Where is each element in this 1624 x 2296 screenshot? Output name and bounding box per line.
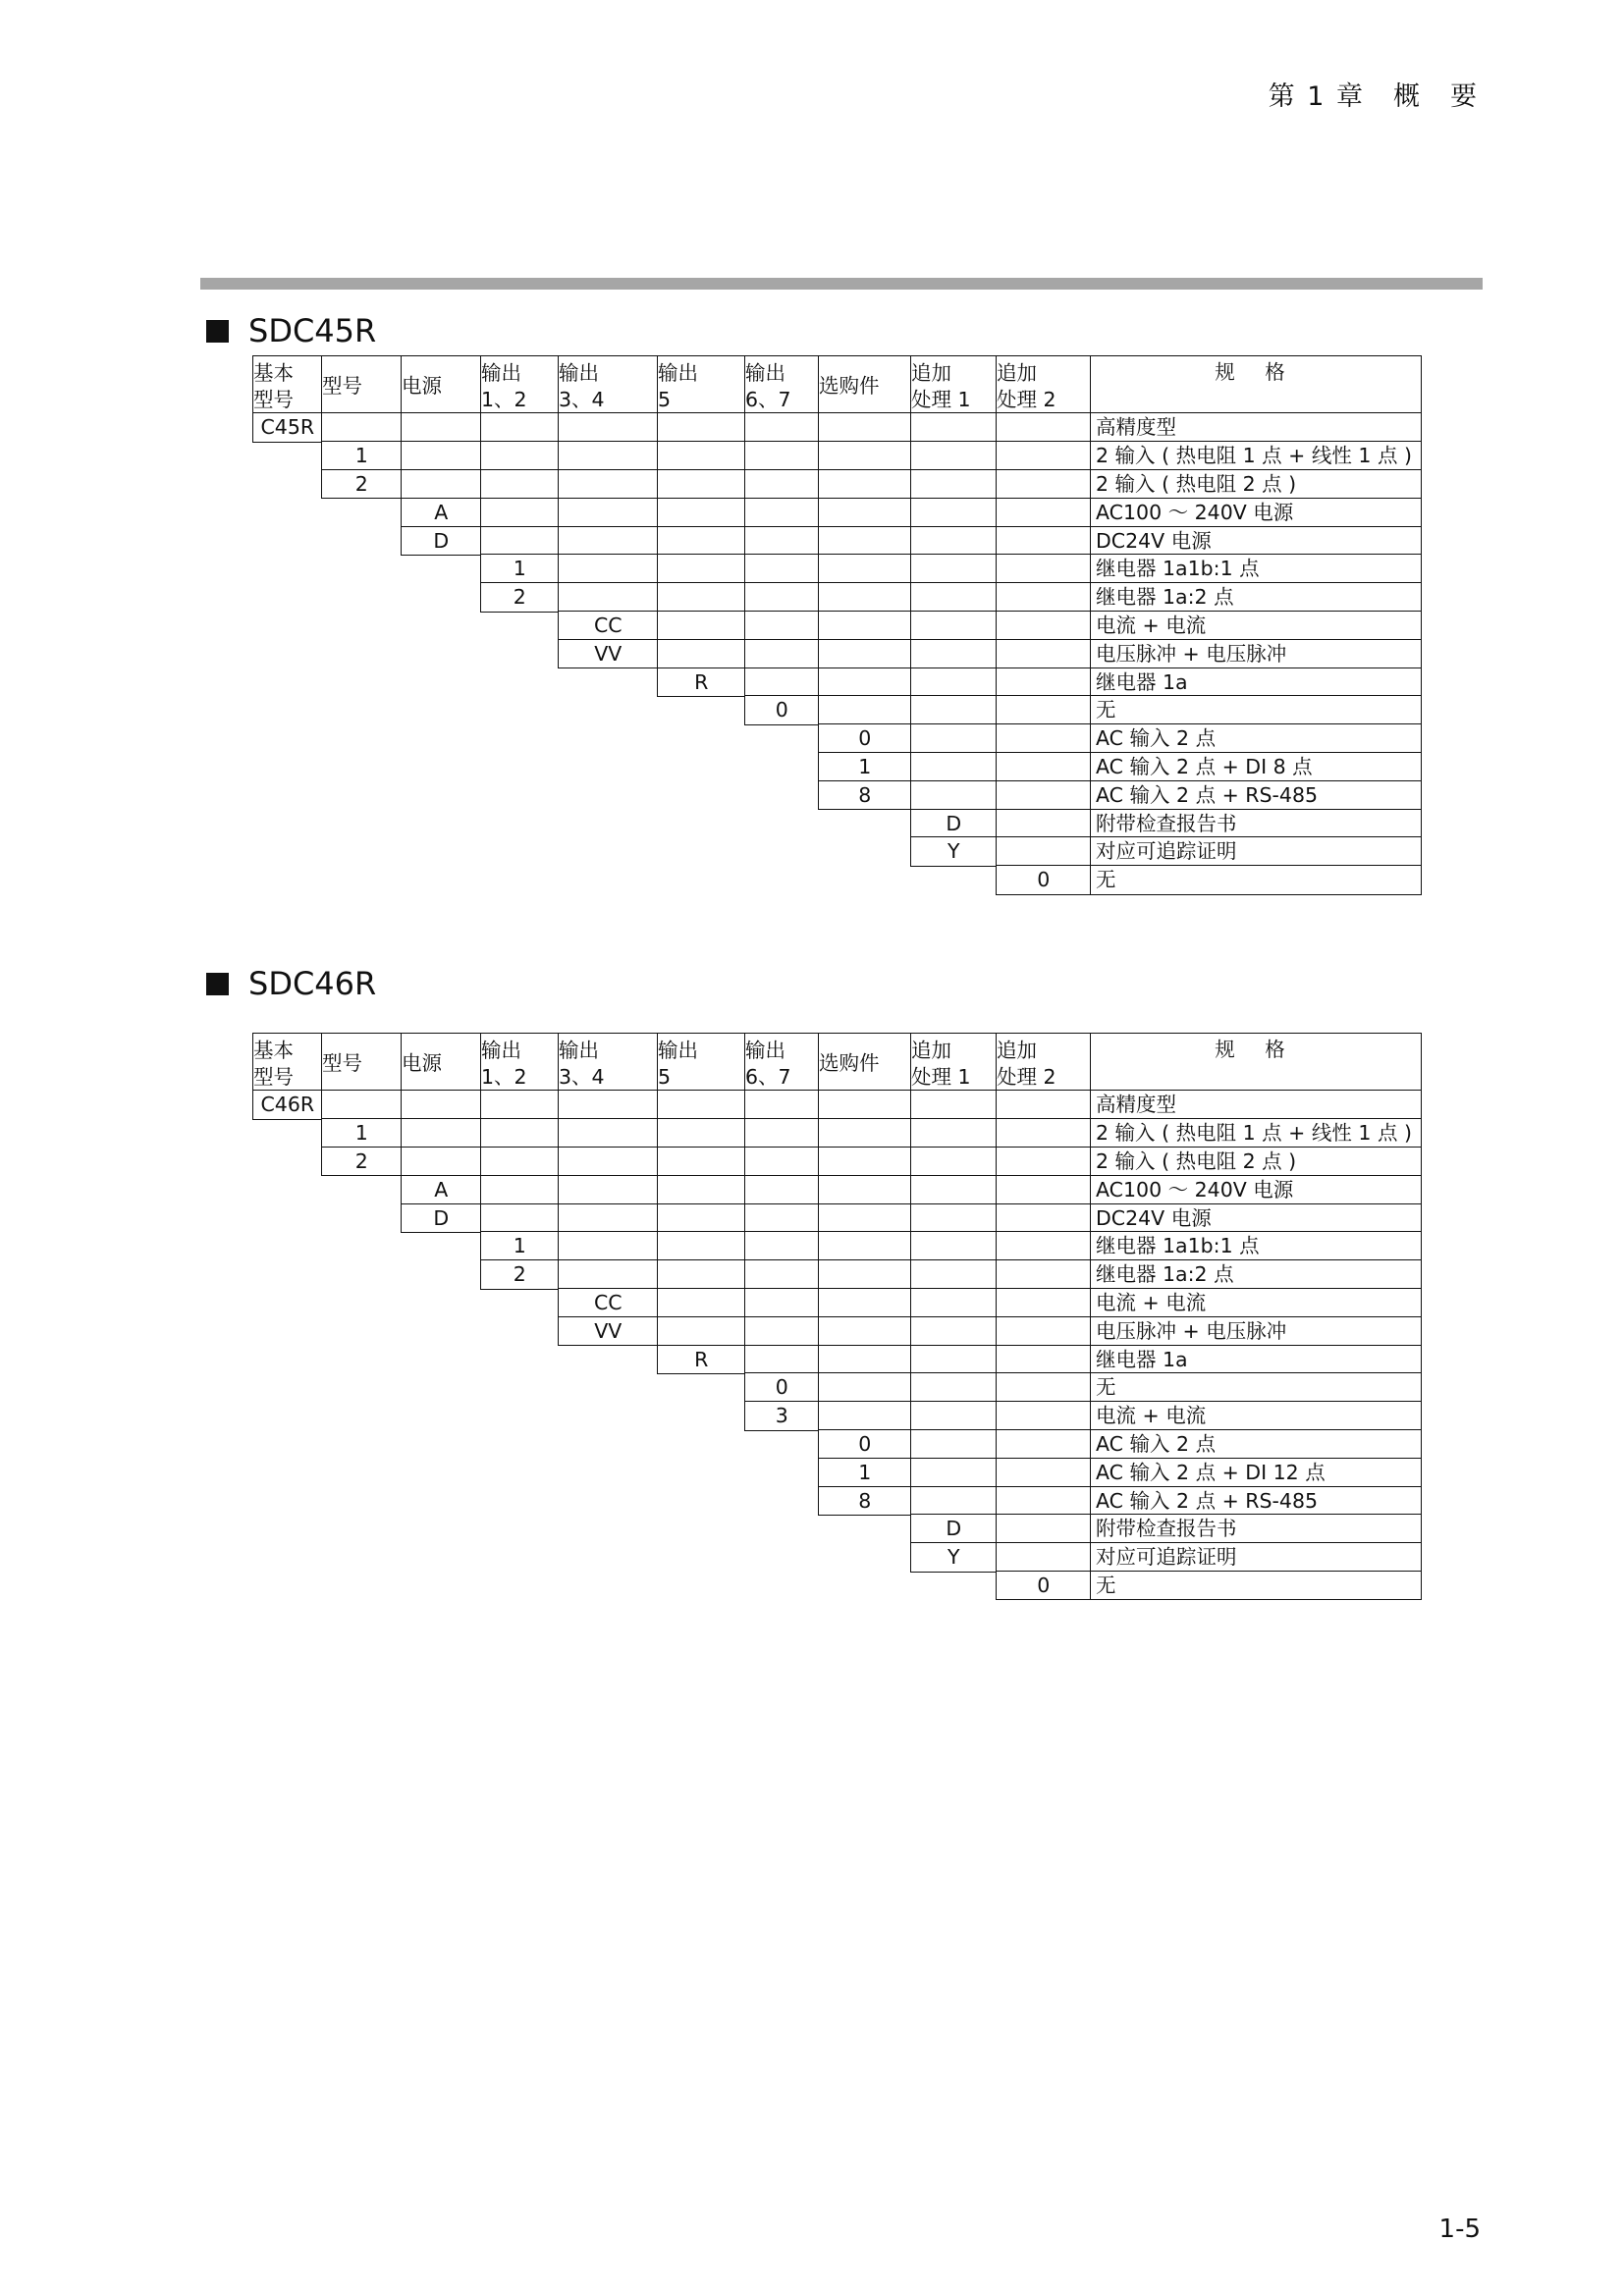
header-cell [558, 1033, 659, 1092]
empty-cell [744, 441, 820, 470]
spec-cell: AC 输入 2 点 [1090, 1429, 1422, 1459]
empty-cell [910, 1118, 998, 1148]
header-label: 追加 [911, 360, 951, 385]
empty-cell [996, 582, 1092, 612]
empty-cell [910, 639, 998, 668]
empty-cell [996, 639, 1092, 668]
header-label: 输出 [658, 1038, 698, 1062]
header-label: 追加 [997, 1038, 1037, 1062]
empty-cell [910, 611, 998, 640]
empty-cell [480, 1090, 560, 1119]
empty-cell [910, 412, 998, 442]
header-label: 处理 1 [911, 387, 971, 411]
empty-cell [818, 498, 912, 527]
empty-cell [480, 1175, 560, 1204]
header-cell [1090, 1033, 1422, 1092]
empty-cell [744, 498, 820, 527]
empty-cell [657, 639, 746, 668]
code-cell: 0 [996, 1571, 1092, 1600]
spec-cell: DC24V 电源 [1090, 1203, 1422, 1233]
table-heading-sdc45r [206, 312, 376, 349]
empty-cell [744, 1090, 820, 1119]
spec-cell: AC100 ～ 240V 电源 [1090, 498, 1422, 527]
code-cell: 2 [321, 469, 403, 499]
header-cell [744, 355, 820, 414]
spec-cell: 2 输入 ( 热电阻 2 点 ) [1090, 1147, 1422, 1176]
spec-cell: 无 [1090, 695, 1422, 724]
empty-cell [657, 1316, 746, 1346]
empty-cell [657, 1090, 746, 1119]
code-cell: VV [558, 639, 659, 668]
header-label: 5 [658, 387, 672, 411]
empty-cell [657, 554, 746, 583]
header-cell [252, 1033, 323, 1092]
empty-cell [910, 695, 998, 724]
empty-cell [818, 412, 912, 442]
empty-cell [910, 1486, 998, 1516]
empty-cell [818, 1345, 912, 1374]
header-cell [818, 1033, 912, 1092]
empty-cell [558, 1259, 659, 1289]
empty-cell [657, 1203, 746, 1233]
code-cell: CC [558, 611, 659, 640]
spec-cell: 无 [1090, 865, 1422, 894]
empty-cell [996, 1175, 1092, 1204]
empty-cell [996, 1542, 1092, 1572]
empty-cell [558, 1147, 659, 1176]
empty-cell [996, 1231, 1092, 1260]
empty-cell [657, 1147, 746, 1176]
empty-cell [910, 1259, 998, 1289]
empty-cell [818, 695, 912, 724]
spec-cell: 无 [1090, 1571, 1422, 1600]
empty-cell [401, 441, 482, 470]
header-cell [744, 1033, 820, 1092]
empty-cell [744, 1259, 820, 1289]
header-cell [252, 355, 323, 414]
spec-cell: DC24V 电源 [1090, 526, 1422, 556]
empty-cell [996, 780, 1092, 810]
empty-cell [558, 1203, 659, 1233]
empty-cell [818, 1175, 912, 1204]
empty-cell [401, 412, 482, 442]
empty-cell [818, 1259, 912, 1289]
code-cell: 1 [321, 441, 403, 470]
empty-cell [657, 1231, 746, 1260]
header-cell [996, 355, 1092, 414]
empty-cell [996, 1458, 1092, 1487]
empty-cell [744, 1288, 820, 1317]
code-cell: A [401, 498, 482, 527]
empty-cell [818, 582, 912, 612]
header-label: 1、2 [481, 387, 527, 411]
empty-cell [480, 1147, 560, 1176]
empty-cell [910, 498, 998, 527]
code-cell: 0 [744, 695, 820, 724]
empty-cell [910, 667, 998, 697]
code-cell: R [657, 667, 746, 697]
empty-cell [996, 695, 1092, 724]
spec-cell: 2 输入 ( 热电阻 1 点 + 线性 1 点 ) [1090, 1118, 1422, 1148]
header-label: 规 格 [1215, 360, 1297, 384]
empty-cell [910, 1372, 998, 1402]
code-cell: 0 [996, 865, 1092, 894]
empty-cell [996, 526, 1092, 556]
empty-cell [910, 1203, 998, 1233]
spec-cell: AC 输入 2 点 + DI 12 点 [1090, 1458, 1422, 1487]
square-bullet-icon [206, 973, 229, 995]
empty-cell [910, 1345, 998, 1374]
header-cell [480, 355, 560, 414]
spec-cell: 继电器 1a:2 点 [1090, 582, 1422, 612]
code-cell: 0 [818, 723, 912, 753]
spec-cell: AC100 ～ 240V 电源 [1090, 1175, 1422, 1204]
empty-cell [910, 1147, 998, 1176]
page-number: 1-5 [1438, 2215, 1481, 2244]
spec-cell: 无 [1090, 1372, 1422, 1402]
empty-cell [480, 469, 560, 499]
header-label: 型号 [253, 387, 294, 411]
empty-cell [657, 1288, 746, 1317]
empty-cell [480, 1118, 560, 1148]
empty-cell [996, 554, 1092, 583]
empty-cell [480, 412, 560, 442]
spec-cell: AC 输入 2 点 + DI 8 点 [1090, 752, 1422, 781]
code-cell: A [401, 1175, 482, 1204]
empty-cell [818, 1372, 912, 1402]
empty-cell [818, 1401, 912, 1430]
empty-cell [558, 412, 659, 442]
empty-cell [558, 554, 659, 583]
code-cell: VV [558, 1316, 659, 1346]
empty-cell [480, 441, 560, 470]
empty-cell [321, 412, 403, 442]
spec-cell: 电流 + 电流 [1090, 1288, 1422, 1317]
header-cell [401, 355, 482, 414]
header-label: 处理 1 [911, 1064, 971, 1089]
header-label: 选购件 [819, 374, 880, 398]
header-cell [321, 1033, 403, 1092]
empty-cell [910, 1401, 998, 1430]
empty-cell [744, 1118, 820, 1148]
empty-cell [744, 1147, 820, 1176]
chapter-title: 第 1 章 概 要 [1268, 81, 1479, 112]
header-label: 1、2 [481, 1064, 527, 1089]
spec-cell: 附带检查报告书 [1090, 809, 1422, 838]
empty-cell [401, 1147, 482, 1176]
header-cell [480, 1033, 560, 1092]
header-cell [1090, 355, 1422, 414]
header-label: 3、4 [559, 1064, 605, 1089]
code-cell: 1 [818, 752, 912, 781]
header-cell [818, 355, 912, 414]
empty-cell [744, 1175, 820, 1204]
empty-cell [910, 1175, 998, 1204]
empty-cell [910, 1288, 998, 1317]
empty-cell [744, 469, 820, 499]
spec-cell: 继电器 1a1b:1 点 [1090, 554, 1422, 583]
header-label: 输出 [559, 1038, 599, 1062]
empty-cell [744, 1316, 820, 1346]
empty-cell [321, 1090, 403, 1119]
code-cell: 1 [480, 1231, 560, 1260]
empty-cell [558, 1231, 659, 1260]
empty-cell [744, 611, 820, 640]
empty-cell [744, 639, 820, 668]
spec-cell: 继电器 1a [1090, 667, 1422, 697]
empty-cell [657, 611, 746, 640]
empty-cell [996, 667, 1092, 697]
empty-cell [558, 582, 659, 612]
empty-cell [818, 526, 912, 556]
empty-cell [910, 582, 998, 612]
empty-cell [558, 469, 659, 499]
empty-cell [818, 1231, 912, 1260]
empty-cell [910, 723, 998, 753]
empty-cell [910, 1429, 998, 1459]
empty-cell [996, 611, 1092, 640]
empty-cell [818, 1288, 912, 1317]
empty-cell [996, 1259, 1092, 1289]
header-label: 输出 [745, 1038, 785, 1062]
empty-cell [657, 1118, 746, 1148]
header-cell [401, 1033, 482, 1092]
code-cell: 8 [818, 1486, 912, 1516]
empty-cell [910, 1090, 998, 1119]
header-label: 输出 [745, 360, 785, 385]
empty-cell [818, 1090, 912, 1119]
square-bullet-icon [206, 320, 229, 343]
empty-cell [818, 667, 912, 697]
empty-cell [996, 1401, 1092, 1430]
empty-cell [818, 441, 912, 470]
spec-cell: AC 输入 2 点 + RS-485 [1090, 1486, 1422, 1516]
spec-cell: 继电器 1a [1090, 1345, 1422, 1374]
empty-cell [996, 809, 1092, 838]
code-cell: D [401, 1203, 482, 1233]
header-label: 输出 [658, 360, 698, 385]
empty-cell [657, 412, 746, 442]
spec-cell: 附带检查报告书 [1090, 1514, 1422, 1543]
code-cell: 3 [744, 1401, 820, 1430]
code-cell: 1 [321, 1118, 403, 1148]
empty-cell [558, 441, 659, 470]
code-cell: 0 [818, 1429, 912, 1459]
empty-cell [744, 582, 820, 612]
spec-cell: AC 输入 2 点 + RS-485 [1090, 780, 1422, 810]
empty-cell [996, 723, 1092, 753]
table-heading-sdc46r [206, 965, 376, 1002]
empty-cell [657, 441, 746, 470]
header-label: 电源 [402, 374, 442, 398]
header-cell [910, 1033, 998, 1092]
empty-cell [996, 498, 1092, 527]
empty-cell [558, 1175, 659, 1204]
empty-cell [910, 780, 998, 810]
empty-cell [996, 1429, 1092, 1459]
empty-cell [996, 1090, 1092, 1119]
header-label: 3、4 [559, 387, 605, 411]
empty-cell [996, 1203, 1092, 1233]
empty-cell [996, 1345, 1092, 1374]
empty-cell [818, 611, 912, 640]
empty-cell [744, 526, 820, 556]
header-label: 处理 2 [997, 387, 1056, 411]
header-label: 规 格 [1215, 1038, 1297, 1061]
code-cell: D [910, 809, 998, 838]
spec-cell: 对应可追踪证明 [1090, 836, 1422, 866]
spec-cell: 电压脉冲 + 电压脉冲 [1090, 1316, 1422, 1346]
code-cell: C46R [252, 1090, 323, 1119]
header-label: 输出 [559, 360, 599, 385]
empty-cell [558, 526, 659, 556]
header-label: 6、7 [745, 1064, 791, 1089]
empty-cell [744, 412, 820, 442]
table-title: SDC46R [248, 965, 377, 1002]
empty-cell [818, 639, 912, 668]
spec-cell: 电流 + 电流 [1090, 611, 1422, 640]
spec-cell: 继电器 1a1b:1 点 [1090, 1231, 1422, 1260]
section-rule [200, 278, 1483, 290]
code-cell: R [657, 1345, 746, 1374]
empty-cell [996, 1118, 1092, 1148]
empty-cell [401, 1090, 482, 1119]
empty-cell [996, 412, 1092, 442]
code-cell: Y [910, 1542, 998, 1572]
header-label: 型号 [322, 1051, 362, 1075]
empty-cell [818, 469, 912, 499]
code-cell: Y [910, 836, 998, 866]
header-cell [558, 355, 659, 414]
empty-cell [910, 1231, 998, 1260]
table-title: SDC45R [248, 312, 377, 349]
code-cell: 0 [744, 1372, 820, 1402]
header-label: 型号 [253, 1064, 294, 1089]
header-cell [657, 355, 746, 414]
empty-cell [657, 582, 746, 612]
header-label: 选购件 [819, 1051, 880, 1075]
empty-cell [818, 1147, 912, 1176]
empty-cell [996, 1316, 1092, 1346]
header-label: 基本 [253, 360, 294, 385]
spec-cell: 对应可追踪证明 [1090, 1542, 1422, 1572]
header-label: 5 [658, 1064, 672, 1089]
empty-cell [910, 1316, 998, 1346]
empty-cell [910, 441, 998, 470]
code-cell: 1 [818, 1458, 912, 1487]
empty-cell [910, 752, 998, 781]
header-label: 追加 [997, 360, 1037, 385]
header-label: 6、7 [745, 387, 791, 411]
empty-cell [818, 554, 912, 583]
empty-cell [744, 1345, 820, 1374]
code-cell: C45R [252, 412, 323, 442]
empty-cell [657, 1259, 746, 1289]
empty-cell [910, 1458, 998, 1487]
header-cell [657, 1033, 746, 1092]
empty-cell [996, 1147, 1092, 1176]
empty-cell [744, 1203, 820, 1233]
empty-cell [744, 1231, 820, 1260]
empty-cell [818, 1118, 912, 1148]
header-label: 处理 2 [997, 1064, 1056, 1089]
code-cell: CC [558, 1288, 659, 1317]
empty-cell [996, 1514, 1092, 1543]
spec-cell: 2 输入 ( 热电阻 1 点 + 线性 1 点 ) [1090, 441, 1422, 470]
empty-cell [558, 1090, 659, 1119]
header-label: 电源 [402, 1051, 442, 1075]
header-label: 输出 [481, 360, 521, 385]
spec-cell: 继电器 1a:2 点 [1090, 1259, 1422, 1289]
code-cell: 2 [321, 1147, 403, 1176]
empty-cell [996, 836, 1092, 866]
empty-cell [910, 526, 998, 556]
spec-cell: 高精度型 [1090, 412, 1422, 442]
code-cell: 8 [818, 780, 912, 810]
empty-cell [558, 1118, 659, 1148]
empty-cell [818, 1316, 912, 1346]
empty-cell [996, 1288, 1092, 1317]
spec-cell: 高精度型 [1090, 1090, 1422, 1119]
empty-cell [996, 469, 1092, 499]
header-label: 基本 [253, 1038, 294, 1062]
code-cell: 2 [480, 1259, 560, 1289]
code-cell: 2 [480, 582, 560, 612]
header-cell [910, 355, 998, 414]
spec-cell: AC 输入 2 点 [1090, 723, 1422, 753]
empty-cell [401, 1118, 482, 1148]
spec-cell: 电流 + 电流 [1090, 1401, 1422, 1430]
empty-cell [657, 1175, 746, 1204]
empty-cell [480, 1203, 560, 1233]
empty-cell [657, 469, 746, 499]
header-cell [996, 1033, 1092, 1092]
spec-cell: 2 输入 ( 热电阻 2 点 ) [1090, 469, 1422, 499]
code-cell: D [401, 526, 482, 556]
empty-cell [996, 441, 1092, 470]
empty-cell [657, 526, 746, 556]
empty-cell [910, 469, 998, 499]
empty-cell [996, 1486, 1092, 1516]
empty-cell [401, 469, 482, 499]
empty-cell [818, 1203, 912, 1233]
empty-cell [996, 752, 1092, 781]
empty-cell [480, 498, 560, 527]
empty-cell [744, 667, 820, 697]
header-cell [321, 355, 403, 414]
spec-cell: 电压脉冲 + 电压脉冲 [1090, 639, 1422, 668]
empty-cell [480, 526, 560, 556]
code-cell: 1 [480, 554, 560, 583]
header-label: 追加 [911, 1038, 951, 1062]
empty-cell [744, 554, 820, 583]
header-label: 输出 [481, 1038, 521, 1062]
empty-cell [558, 498, 659, 527]
empty-cell [657, 498, 746, 527]
code-cell: D [910, 1514, 998, 1543]
empty-cell [996, 1372, 1092, 1402]
empty-cell [910, 554, 998, 583]
header-label: 型号 [322, 374, 362, 398]
